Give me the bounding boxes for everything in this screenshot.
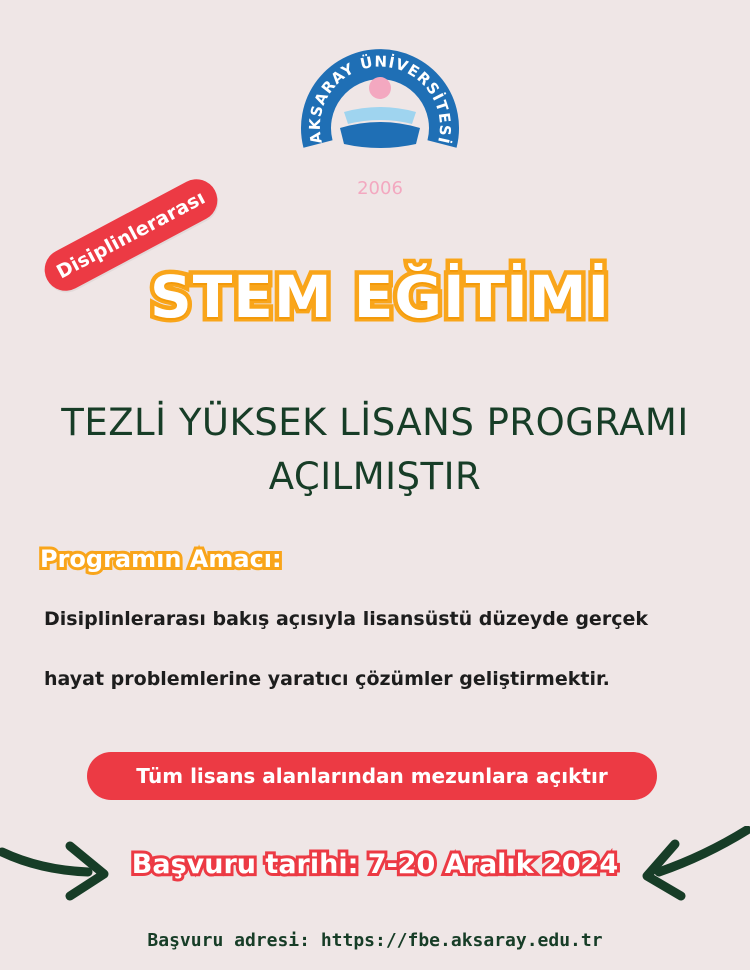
seal-ring-text: AKSARAY ÜNİVERSİTESİ xyxy=(305,52,455,146)
program-heading-line2: AÇILMIŞTIR xyxy=(268,455,482,498)
aim-label: Programın Amacı: xyxy=(40,545,282,573)
university-seal-icon xyxy=(300,32,460,202)
program-heading-line1: TEZLİ YÜKSEK LİSANS PROGRAMI xyxy=(61,401,689,444)
stem-title: STEM EĞİTİMİ xyxy=(149,263,611,331)
aim-description-line1: Disiplinlerarası bakış açısıyla lisansüstü düzeyde gerçek xyxy=(44,608,648,630)
application-address[interactable]: Başvuru adresi: https://fbe.aksaray.edu.tr xyxy=(147,930,603,951)
badge-label: Disiplinlerarası xyxy=(52,186,210,284)
university-logo xyxy=(300,32,460,202)
eligibility-label: Tüm lisans alanlarından mezunlara açıktır xyxy=(136,764,608,788)
application-date: Başvuru tarihi: 7-20 Aralık 2024 xyxy=(131,849,619,880)
eligibility-pill xyxy=(87,752,657,800)
aim-description-line2: hayat problemlerine yaratıcı çözümler geliştirmektir. xyxy=(44,668,610,690)
seal-year: 2006 xyxy=(357,178,403,199)
